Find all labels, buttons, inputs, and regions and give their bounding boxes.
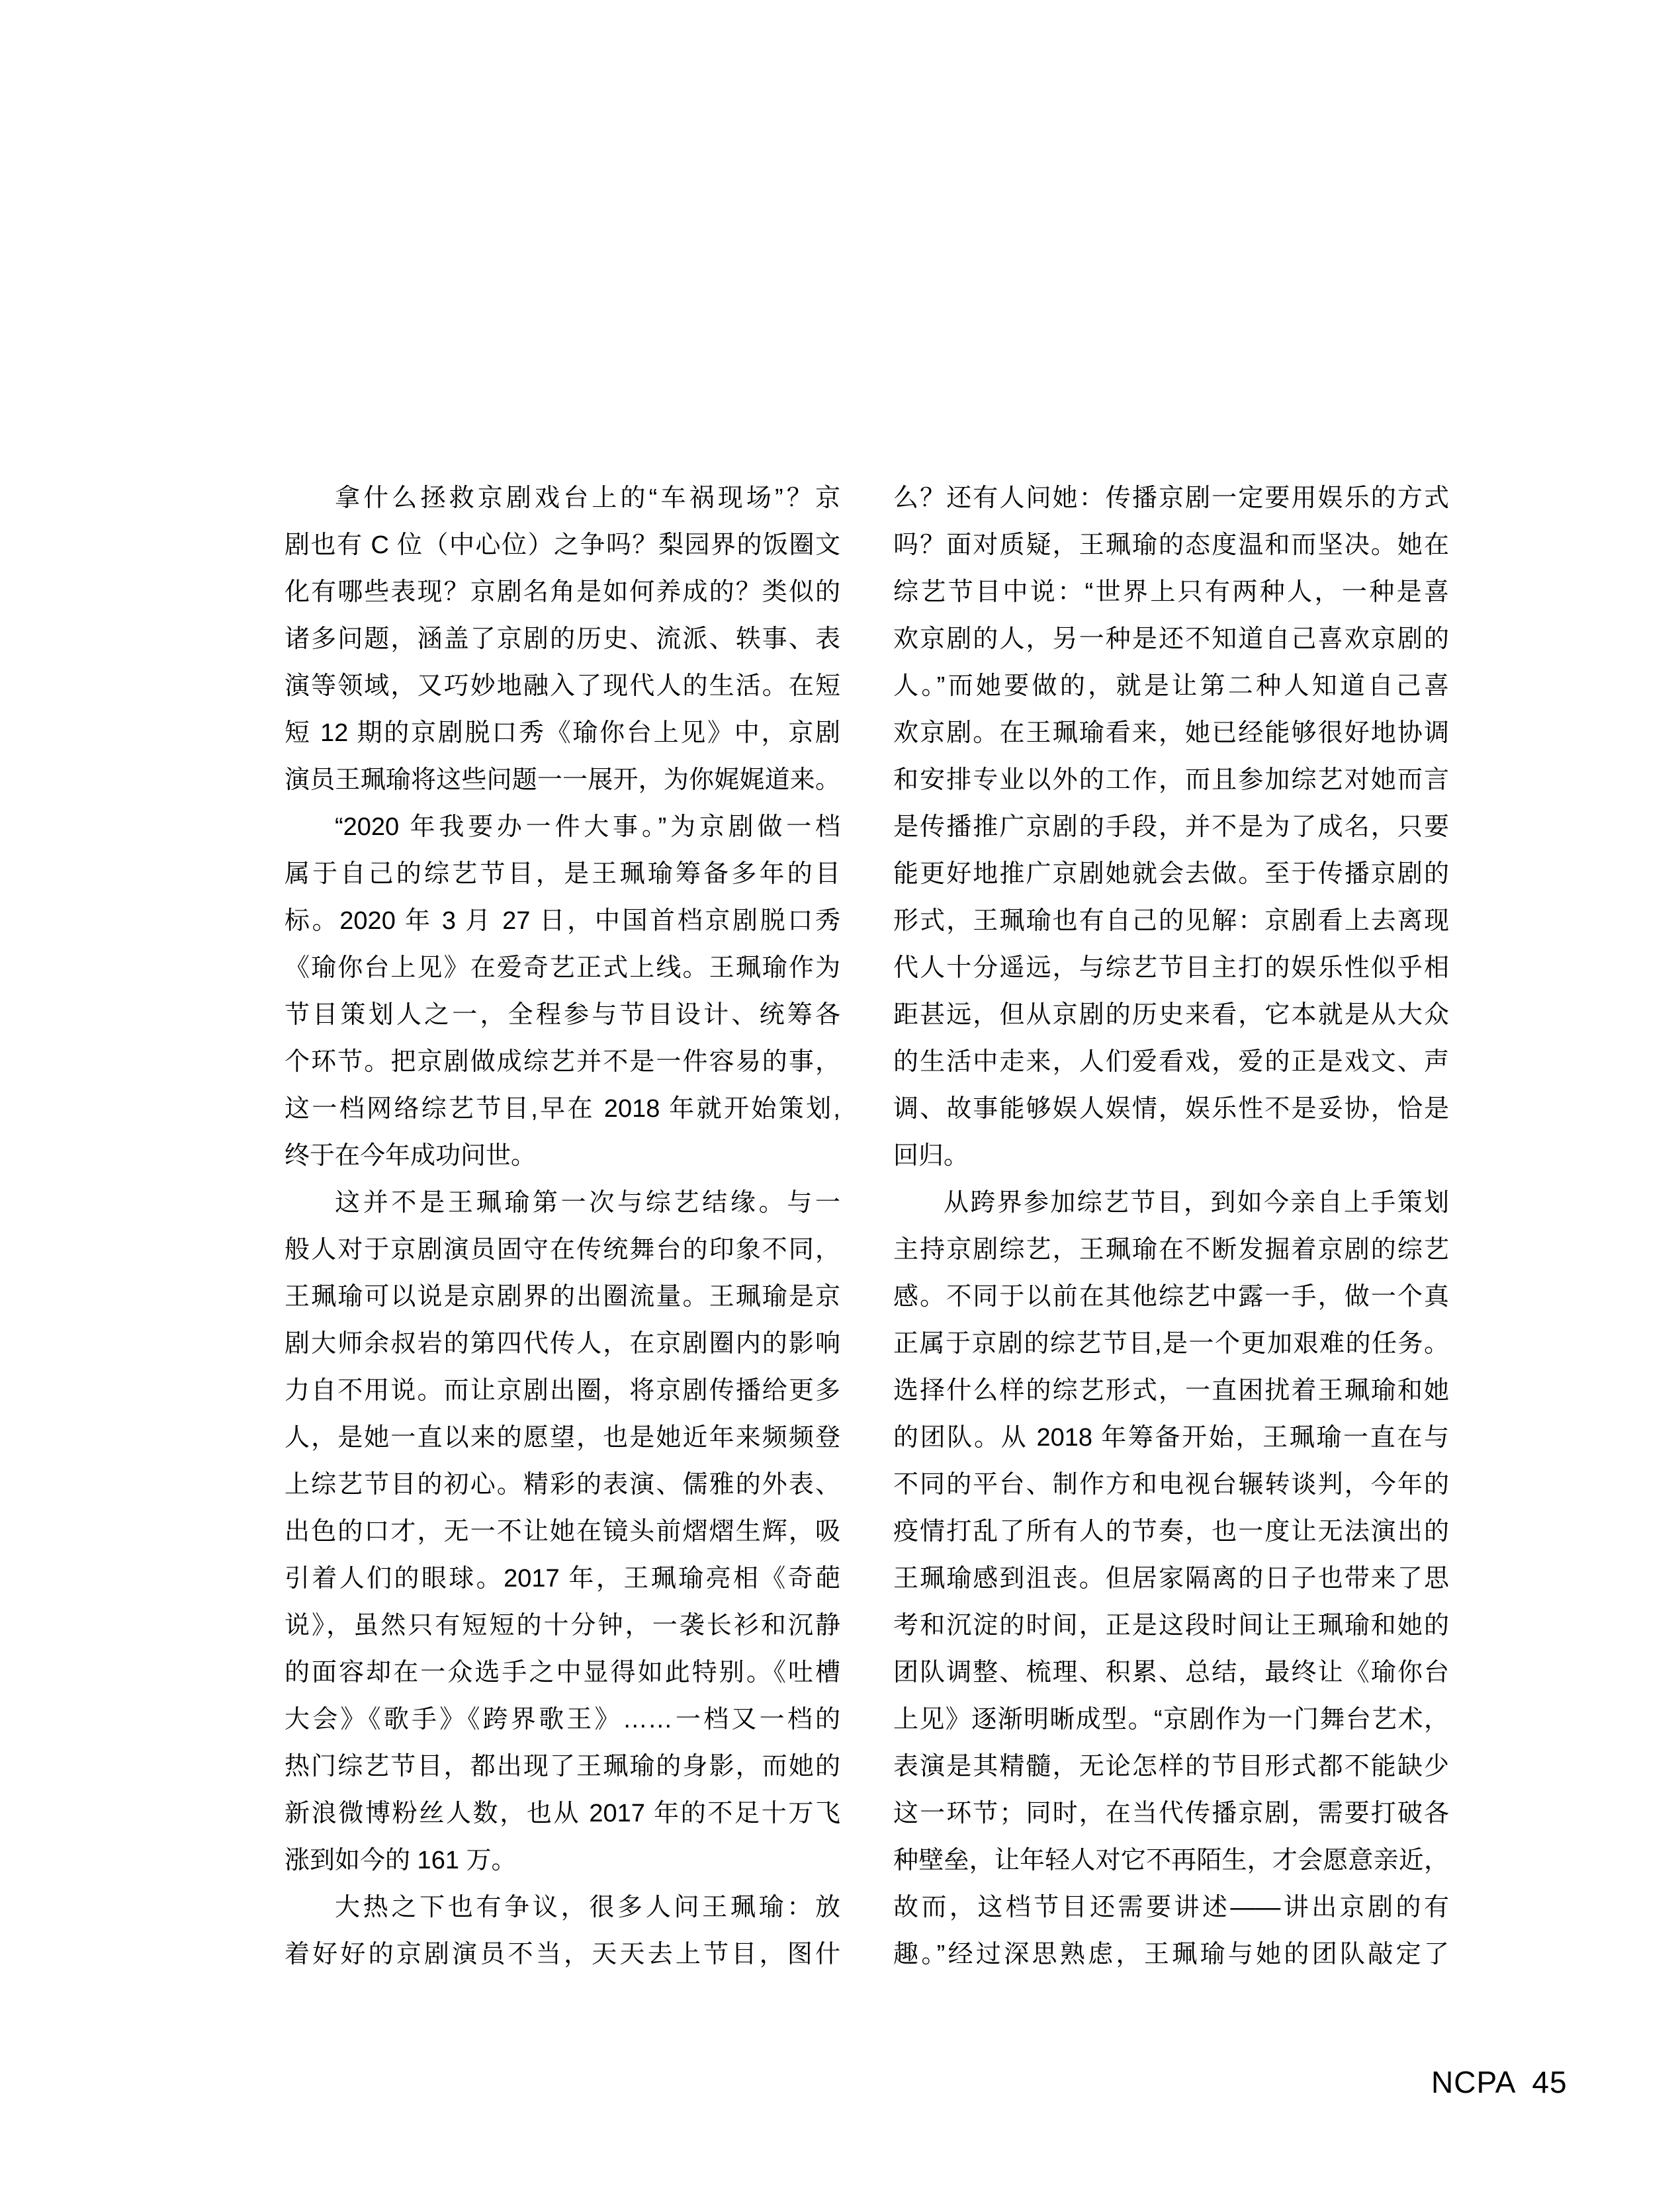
text-line: 个环节。把京剧做成综艺并不是一件容易的事， bbox=[285, 1048, 840, 1076]
text-line: 这一档网络综艺节目,早在 2018 年就开始策划, bbox=[285, 1095, 840, 1123]
text-line: 吗？面对质疑，王珮瑜的态度温和而坚决。她在 bbox=[893, 531, 1449, 559]
text-line: 不同的平台、制作方和电视台辗转谈判，今年的 bbox=[893, 1471, 1449, 1499]
text-line: 剧也有 C 位（中心位）之争吗？梨园界的饭圈文 bbox=[285, 531, 840, 559]
article-body bbox=[285, 475, 1449, 1978]
text-line: 《瑜你台上见》在爱奇艺正式上线。王珮瑜作为 bbox=[285, 954, 840, 982]
text-line: “2020 年我要办一件大事。”为京剧做一档 bbox=[335, 813, 840, 841]
page-footer bbox=[1431, 2067, 1568, 2097]
text-line: 种壁垒，让年轻人对它不再陌生，才会愿意亲近， bbox=[893, 1847, 1449, 1874]
text-line: 般人对于京剧演员固守在传统舞台的印象不同， bbox=[285, 1236, 840, 1264]
text-line: 新浪微博粉丝人数，也从 2017 年的不足十万飞 bbox=[285, 1800, 840, 1827]
page-number: 45 bbox=[1532, 2065, 1568, 2099]
text-line: 短 12 期的京剧脱口秀《瑜你台上见》中，京剧 bbox=[285, 719, 840, 747]
text-line: 正属于京剧的综艺节目,是一个更加艰难的任务。 bbox=[893, 1330, 1449, 1358]
text-line: 演员王珮瑜将这些问题一一展开，为你娓娓道来。 bbox=[285, 766, 840, 794]
text-line: 王珮瑜感到沮丧。但居家隔离的日子也带来了思 bbox=[893, 1565, 1449, 1593]
text-line: 距甚远，但从京剧的历史来看，它本就是从大众 bbox=[893, 1001, 1449, 1029]
text-line: 能更好地推广京剧她就会去做。至于传播京剧的 bbox=[893, 860, 1449, 888]
text-line: 回归。 bbox=[893, 1142, 969, 1170]
text-line: 这一环节；同时，在当代传播京剧，需要打破各 bbox=[893, 1800, 1449, 1827]
text-line: 的面容却在一众选手之中显得如此特别。《吐槽 bbox=[285, 1659, 840, 1686]
text-line: 标。2020 年 3 月 27 日，中国首档京剧脱口秀 bbox=[285, 907, 840, 935]
text-line: 上见》逐渐明晰成型。“京剧作为一门舞台艺术， bbox=[893, 1706, 1449, 1733]
text-line: 从跨界参加综艺节目，到如今亲自上手策划 bbox=[944, 1189, 1449, 1217]
text-line: 综艺节目中说：“世界上只有两种人，一种是喜 bbox=[893, 578, 1449, 606]
text-line: 故而，这档节目还需要讲述——讲出京剧的有 bbox=[893, 1894, 1449, 1921]
text-line: 形式，王珮瑜也有自己的见解：京剧看上去离现 bbox=[893, 907, 1449, 935]
text-line: 感。不同于以前在其他综艺中露一手，做一个真 bbox=[893, 1283, 1449, 1311]
text-line: 趣。”经过深思熟虑，王珮瑜与她的团队敲定了 bbox=[893, 1941, 1449, 1968]
text-line: 大会》《歌手》《跨界歌王》……一档又一档的 bbox=[285, 1706, 840, 1733]
text-line: 是传播推广京剧的手段，并不是为了成名，只要 bbox=[893, 813, 1449, 841]
text-line: 团队调整、梳理、积累、总结，最终让《瑜你台 bbox=[893, 1659, 1449, 1686]
text-line: 上综艺节目的初心。精彩的表演、儒雅的外表、 bbox=[285, 1471, 840, 1499]
text-line: 引着人们的眼球。2017 年，王珮瑜亮相《奇葩 bbox=[285, 1565, 840, 1593]
text-line: 属于自己的综艺节目，是王珮瑜筹备多年的目 bbox=[285, 860, 840, 888]
text-line: 拿什么拯救京剧戏台上的“车祸现场”？京 bbox=[335, 484, 840, 512]
text-line: 的生活中走来，人们爱看戏，爱的正是戏文、声 bbox=[893, 1048, 1449, 1076]
text-line: 终于在今年成功问世。 bbox=[285, 1142, 537, 1170]
text-line: 节目策划人之一，全程参与节目设计、统筹各 bbox=[285, 1001, 840, 1029]
text-line: 热门综艺节目，都出现了王珮瑜的身影，而她的 bbox=[285, 1753, 840, 1780]
text-line: 诸多问题，涵盖了京剧的历史、流派、轶事、表 bbox=[285, 625, 840, 653]
text-line: 力自不用说。而让京剧出圈，将京剧传播给更多 bbox=[285, 1377, 840, 1405]
left-column bbox=[285, 475, 840, 1978]
text-line: 王珮瑜可以说是京剧界的出圈流量。王珮瑜是京 bbox=[285, 1283, 840, 1311]
text-line: 考和沉淀的时间，正是这段时间让王珮瑜和她的 bbox=[893, 1612, 1449, 1640]
text-line: 代人十分遥远，与综艺节目主打的娱乐性似乎相 bbox=[893, 954, 1449, 982]
text-line: 人，是她一直以来的愿望，也是她近年来频频登 bbox=[285, 1424, 840, 1452]
text-line: 么？还有人问她：传播京剧一定要用娱乐的方式 bbox=[893, 484, 1449, 512]
text-line: 表演是其精髓，无论怎样的节目形式都不能缺少 bbox=[893, 1753, 1449, 1780]
text-line: 大热之下也有争议，很多人问王珮瑜：放 bbox=[335, 1894, 840, 1921]
text-line: 出色的口才，无一不让她在镜头前熠熠生辉，吸 bbox=[285, 1518, 840, 1546]
text-line: 化有哪些表现？京剧名角是如何养成的？类似的 bbox=[285, 578, 840, 606]
text-line: 选择什么样的综艺形式，一直困扰着王珮瑜和她 bbox=[893, 1377, 1449, 1405]
text-line: 欢京剧。在王珮瑜看来，她已经能够很好地协调 bbox=[893, 719, 1449, 747]
text-line: 说》，虽然只有短短的十分钟，一袭长衫和沉静 bbox=[285, 1612, 840, 1640]
text-line: 疫情打乱了所有人的节奏，也一度让无法演出的 bbox=[893, 1518, 1449, 1546]
text-line: 人。”而她要做的，就是让第二种人知道自己喜 bbox=[893, 672, 1449, 700]
text-line: 调、故事能够娱人娱情，娱乐性不是妥协，恰是 bbox=[893, 1095, 1449, 1123]
journal-name: NCPA bbox=[1431, 2065, 1517, 2099]
text-line: 着好好的京剧演员不当，天天去上节目，图什 bbox=[285, 1941, 840, 1968]
text-line: 演等领域，又巧妙地融入了现代人的生活。在短 bbox=[285, 672, 840, 700]
text-line: 这并不是王珮瑜第一次与综艺结缘。与一 bbox=[335, 1189, 840, 1217]
text-line: 主持京剧综艺，王珮瑜在不断发掘着京剧的综艺 bbox=[893, 1236, 1449, 1264]
right-column bbox=[893, 475, 1449, 1978]
text-line: 欢京剧的人，另一种是还不知道自己喜欢京剧的 bbox=[893, 625, 1449, 653]
text-line: 涨到如今的 161 万。 bbox=[285, 1847, 517, 1874]
text-line: 的团队。从 2018 年筹备开始，王珮瑜一直在与 bbox=[893, 1424, 1449, 1452]
text-line: 和安排专业以外的工作，而且参加综艺对她而言 bbox=[893, 766, 1449, 794]
text-line: 剧大师余叔岩的第四代传人，在京剧圈内的影响 bbox=[285, 1330, 840, 1358]
